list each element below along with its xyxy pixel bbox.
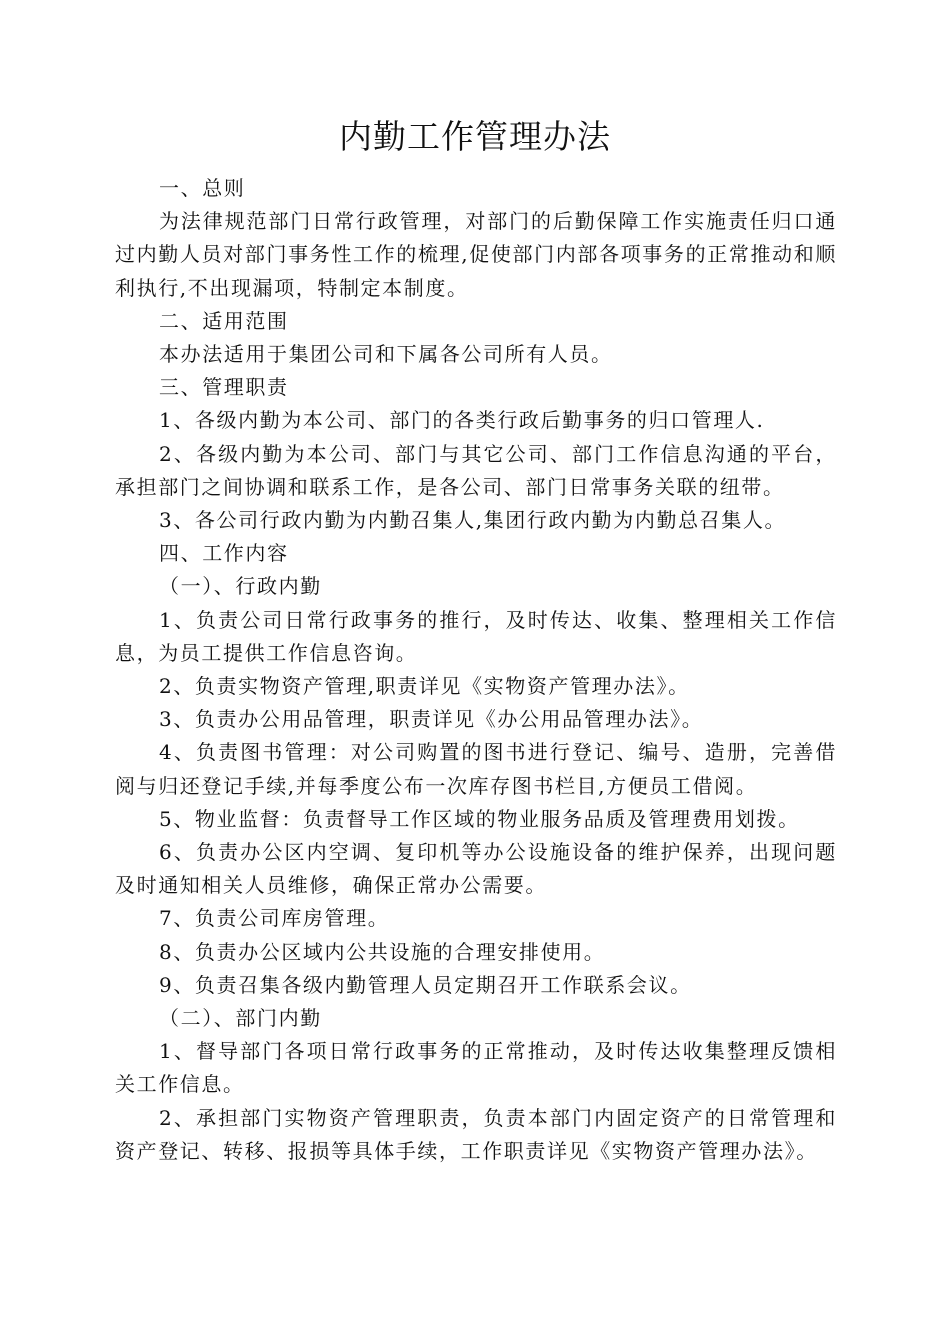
list-item-admin-3: 3、负责办公用品管理，职责详见《办公用品管理办法》。 [159, 707, 704, 732]
list-item-admin-6: 6、负责办公区内空调、复印机等办公设施设备的维护保养，出现问题及时通知相关人员维修，确保正常办公需要。 [115, 840, 837, 898]
list-item-admin-9: 9、负责召集各级内勤管理人员定期召开工作联系会议。 [159, 972, 692, 997]
section-heading-general: 一、总则 [159, 176, 246, 200]
section-heading-work-content: 四、工作内容 [159, 541, 289, 566]
document-title: 内勤工作管理办法 [339, 117, 611, 156]
list-item-admin-4: 4、负责图书管理：对公司购置的图书进行登记、编号、造册，完善借阅与归还登记手续,并每季度公布一次库存图书栏目,方便员工借阅。 [115, 740, 837, 798]
list-item-admin-1: 1、负责公司日常行政事务的推行，及时传达、收集、整理相关工作信息，为员工提供工作信息咨询。 [115, 607, 837, 665]
document-body [115, 172, 837, 1168]
paragraph-scope: 本办法适用于集团公司和下属各公司所有人员。 [159, 342, 613, 367]
subsection-heading-admin: （一）、行政内勤 [159, 574, 322, 599]
list-item-responsibility-1: 1、各级内勤为本公司、部门的各类行政后勤事务的归口管理人. [159, 408, 765, 433]
list-item-admin-5: 5、物业监督：负责督导工作区域的物业服务品质及管理费用划拨。 [159, 806, 800, 831]
list-item-department-1: 1、督导部门各项日常行政事务的正常推动，及时传达收集整理反馈相关工作信息。 [115, 1039, 837, 1097]
list-item-admin-2: 2、负责实物资产管理,职责详见《实物资产管理办法》。 [159, 674, 690, 699]
section-heading-responsibilities: 三、管理职责 [159, 375, 289, 400]
subsection-heading-department: （二）、部门内勤 [159, 1006, 322, 1031]
list-item-admin-8: 8、负责办公区域内公共设施的合理安排使用。 [159, 939, 606, 964]
section-heading-scope: 二、适用范围 [159, 308, 289, 333]
list-item-admin-7: 7、负责公司库房管理。 [159, 906, 390, 931]
list-item-responsibility-3: 3、各公司行政内勤为内勤召集人,集团行政内勤为内勤总召集人。 [159, 508, 787, 533]
paragraph-purpose: 为法律规范部门日常行政管理，对部门的后勤保障工作实施责任归口通过内勤人员对部门事务性工作的梳理,促使部门内部各项事务的正常推动和顺利执行,不出现漏项，特制定本制度。 [115, 209, 837, 300]
list-item-department-2: 2、承担部门实物资产管理职责，负责本部门内固定资产的日常管理和资产登记、转移、报损等具体手续，工作职责详见《实物资产管理办法》。 [115, 1105, 837, 1163]
list-item-responsibility-2: 2、各级内勤为本公司、部门与其它公司、部门工作信息沟通的平台，承担部门之间协调和联系工作，是各公司、部门日常事务关联的纽带。 [115, 441, 837, 499]
